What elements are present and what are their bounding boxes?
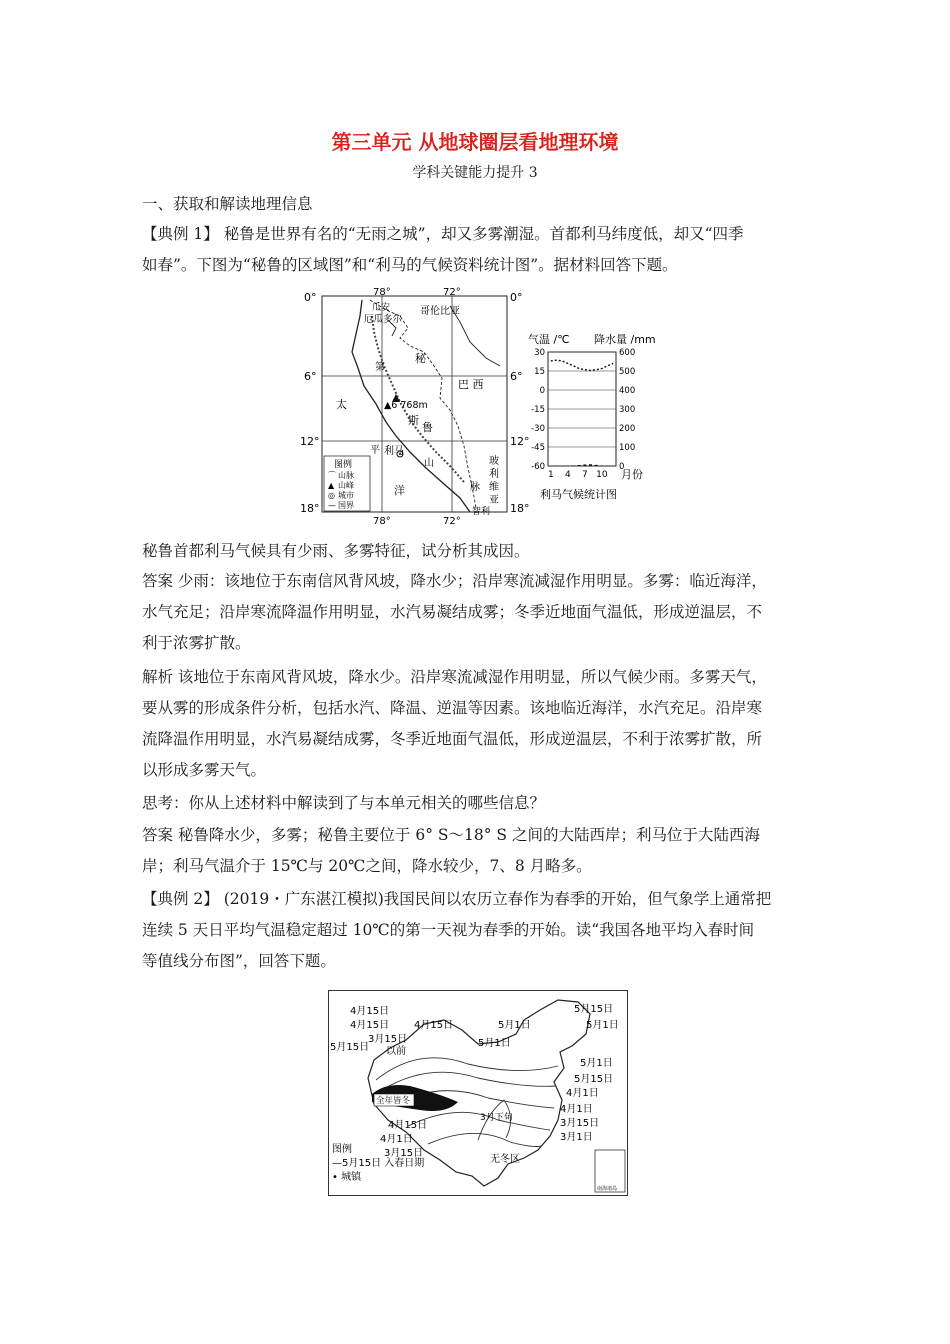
analysis-1-line: 以形成多雾天气。 [142, 761, 267, 779]
analysis-1-line: 解析 该地位于东南风背风坡，降水少。沿岸寒流减湿作用明显，所以气候少雨。多雾天气， [142, 668, 767, 686]
example-1-line: 【典例 1】 秘鲁是世界有名的“无雨之城”，却又多雾潮湿。首都利马纬度低，却又“四季 [142, 225, 744, 243]
no-winter-label: 无冬区 [490, 1154, 520, 1165]
question-1 [142, 536, 822, 567]
y-left-tick-label: 15 [534, 367, 545, 377]
isoline-label: 3月15日 [384, 1148, 424, 1159]
answer-2-line: 答案 秘鲁降水少，多雾；秘鲁主要位于 6° S～18° S 之间的大陆西岸；利马位于大陆西海 [142, 826, 760, 844]
precipitation-bar [589, 464, 592, 466]
legend-line: —5月15日 入春日期 [332, 1158, 425, 1169]
isoline-label: 3月15日 [368, 1034, 408, 1045]
isoline-label: 5月1日 [498, 1020, 531, 1031]
isoline-label: 4月1日 [566, 1088, 599, 1099]
analysis-1-line: 要从雾的形成条件分析，包括水汽、降温、逆温等因素。该地临近海洋，水汽充足。沿岸寒 [142, 699, 763, 717]
isoline-label: 5月1日 [478, 1038, 511, 1049]
y-left-tick-label: -30 [531, 424, 545, 434]
precipitation-bar [612, 466, 615, 467]
precipitation-bar [600, 465, 603, 466]
peak-label: ▲6 768m [384, 400, 428, 411]
lat-label: 12° [510, 435, 530, 448]
place-label: 太 [336, 398, 347, 411]
y-right-tick-label: 100 [619, 443, 636, 453]
y-left-tick-label: -60 [531, 462, 545, 472]
precipitation-bar [555, 466, 558, 467]
lon-label: 72° [443, 516, 461, 526]
isoline-label: 4月1日 [560, 1104, 593, 1115]
analysis-1-line: 流降温作用明显，水汽易凝结成雾，冬季近地面气温低，形成逆温层，不利于浓雾扩散，所 [142, 730, 763, 748]
isoline-label: 5月15日 [330, 1042, 370, 1053]
legend-item: 山脉 [338, 471, 354, 480]
legend-city: • 城镇 [332, 1172, 362, 1183]
lat-label: 12° [300, 435, 320, 448]
place-label: 山 [424, 458, 434, 469]
answer-1-line: 水气充足；沿岸寒流降温作用明显，水汽易凝结成雾；冬季近地面气温低，形成逆温层，不 [142, 603, 763, 621]
legend-item: 山峰 [338, 481, 354, 490]
lat-label: 6° [510, 370, 523, 383]
place-label: 脉 [470, 482, 480, 493]
answer-1-line: 利于浓雾扩散。 [142, 634, 251, 652]
precipitation-bar [578, 465, 581, 466]
isoline-label: 4月15日 [414, 1020, 454, 1031]
y-right-tick-label: 300 [619, 405, 636, 415]
y-right-label: 降水量 /mm [594, 333, 656, 346]
precipitation-bar [549, 466, 552, 467]
answer-2-line: 岸；利马气温介于 15℃与 20℃之间，降水较少，7、8 月略多。 [142, 857, 592, 875]
legend-item: 城市 [338, 491, 354, 500]
legend-item: 国界 [338, 501, 354, 510]
y-right-tick-label: 600 [619, 348, 636, 358]
section-heading [142, 189, 822, 220]
place-label: 秘 [415, 352, 426, 365]
legend-mountain-icon: ⌒ [328, 471, 336, 480]
place-label: 哥伦比亚 [420, 306, 460, 317]
example-1-line: 如春”。下图为“秘鲁的区域图”和“利马的气候资料统计图”。据材料回答下题。 [142, 256, 678, 274]
place-label: 利马 [384, 446, 404, 457]
y-left-label: 气温 /℃ [528, 333, 570, 346]
place-label: 鲁 [422, 421, 433, 434]
y-right-tick-label: 200 [619, 424, 636, 434]
isoline-label: 5月1日 [586, 1020, 619, 1031]
answer-1 [142, 566, 822, 659]
place-label: 洋 [394, 484, 405, 497]
place-label: 亚 [489, 495, 499, 506]
lat-label: 18° [300, 502, 320, 515]
inset-label: 南海诸岛 [597, 1186, 618, 1192]
page-title: 第三单元 从地球圈层看地理环境 [331, 130, 619, 154]
answer-2 [142, 820, 822, 882]
y-right-tick-label: 0 [619, 462, 625, 472]
question-1-text: 秘鲁首都利马气候具有少雨、多雾特征，试分析其成因。 [142, 542, 530, 560]
x-tick-label: 7 [581, 470, 588, 480]
place-label: 瓜安 [372, 303, 391, 313]
lat-label: 0° [304, 291, 317, 304]
lat-label: 6° [304, 370, 317, 383]
isoline-label: 4月15日 [388, 1120, 428, 1131]
lon-label: 78° [373, 287, 391, 298]
place-label: 斯 [408, 414, 419, 427]
place-label: 第 [375, 362, 385, 373]
isoline-label: 4月15日 [350, 1020, 390, 1031]
china-spring-map [328, 990, 628, 1196]
lat-label: 18° [510, 502, 530, 515]
isoline-label: 3月15日 [560, 1118, 600, 1129]
precipitation-bar [606, 466, 609, 467]
isoline-label: 5月1日 [580, 1058, 613, 1069]
page-subtitle: 学科关键能力提升 3 [412, 165, 538, 181]
isoline-label: 以前 [386, 1046, 406, 1057]
legend-title: 图例 [332, 1144, 352, 1155]
legend-peak-icon: ▲ [328, 481, 335, 490]
lon-label: 72° [443, 287, 461, 298]
precipitation-bar [595, 465, 598, 466]
example-1 [142, 219, 822, 281]
section-heading-text: 一、获取和解读地理信息 [142, 195, 313, 213]
y-left-tick-label: -15 [531, 405, 545, 415]
example-2-line: 等值线分布图”，回答下题。 [142, 952, 336, 970]
place-label: 玻 [489, 456, 499, 467]
answer-1-line: 答案 少雨：该地位于东南信风背风坡，降水少；沿岸寒流减湿作用明显。多雾：临近海洋， [142, 572, 767, 590]
think-question-text: 思考：你从上述材料中解读到了与本单元相关的哪些信息？ [142, 794, 546, 812]
place-label: 平 [370, 445, 380, 456]
precipitation-bar [561, 466, 564, 467]
legend-border-icon: — [328, 501, 336, 510]
x-axis-label: 月份 [621, 468, 643, 481]
example-2-line: 【典例 2】 (2019・广东湛江模拟)我国民间以农历立春作为春季的开始，但气象学上通常把 [142, 890, 772, 908]
y-left-tick-label: -45 [531, 443, 545, 453]
isoline-label: 3月1日 [560, 1132, 593, 1143]
place-label: 智利 [472, 507, 491, 517]
isoline-label: 5月15日 [574, 1074, 614, 1085]
place-label: 维 [489, 482, 499, 493]
isoline-label: 4月15日 [350, 1006, 390, 1017]
x-tick-label: 4 [564, 470, 571, 480]
all-winter-label: 全年皆冬 [376, 1096, 411, 1106]
precipitation-bar [572, 465, 575, 466]
place-label: 厄瓜多尔 [364, 314, 403, 325]
y-right-tick-label: 400 [619, 386, 636, 396]
lat-label: 0° [510, 291, 523, 304]
legend-title: 图例 [334, 460, 353, 470]
y-left-tick-label: 30 [534, 348, 545, 358]
lon-label: 78° [373, 516, 391, 526]
place-label: 巴 西 [458, 378, 484, 391]
y-left-tick-label: 0 [539, 386, 545, 396]
precipitation-bar [566, 466, 569, 467]
legend-city-icon: ◎ [328, 491, 335, 500]
isoline-label: 4月1日 [380, 1134, 413, 1145]
lima-climate-chart [524, 330, 674, 505]
isoline-label: 5月15日 [574, 1004, 614, 1015]
example-2 [142, 884, 822, 977]
analysis-1 [142, 662, 822, 786]
think-question [142, 788, 822, 819]
example-2-line: 连续 5 天日平均气温稳定超过 10℃的第一天视为春季的开始。读“我国各地平均入春时间 [142, 921, 755, 939]
place-label: 利 [489, 469, 499, 480]
peru-map [300, 286, 530, 526]
y-right-tick-label: 500 [619, 367, 636, 377]
precipitation-bar [583, 464, 586, 466]
x-tick-label: 10 [596, 470, 608, 480]
chart-title: 利马气候统计图 [540, 488, 617, 501]
x-tick-label: 1 [547, 470, 554, 480]
isoline-label: 3月下旬 [480, 1113, 513, 1123]
